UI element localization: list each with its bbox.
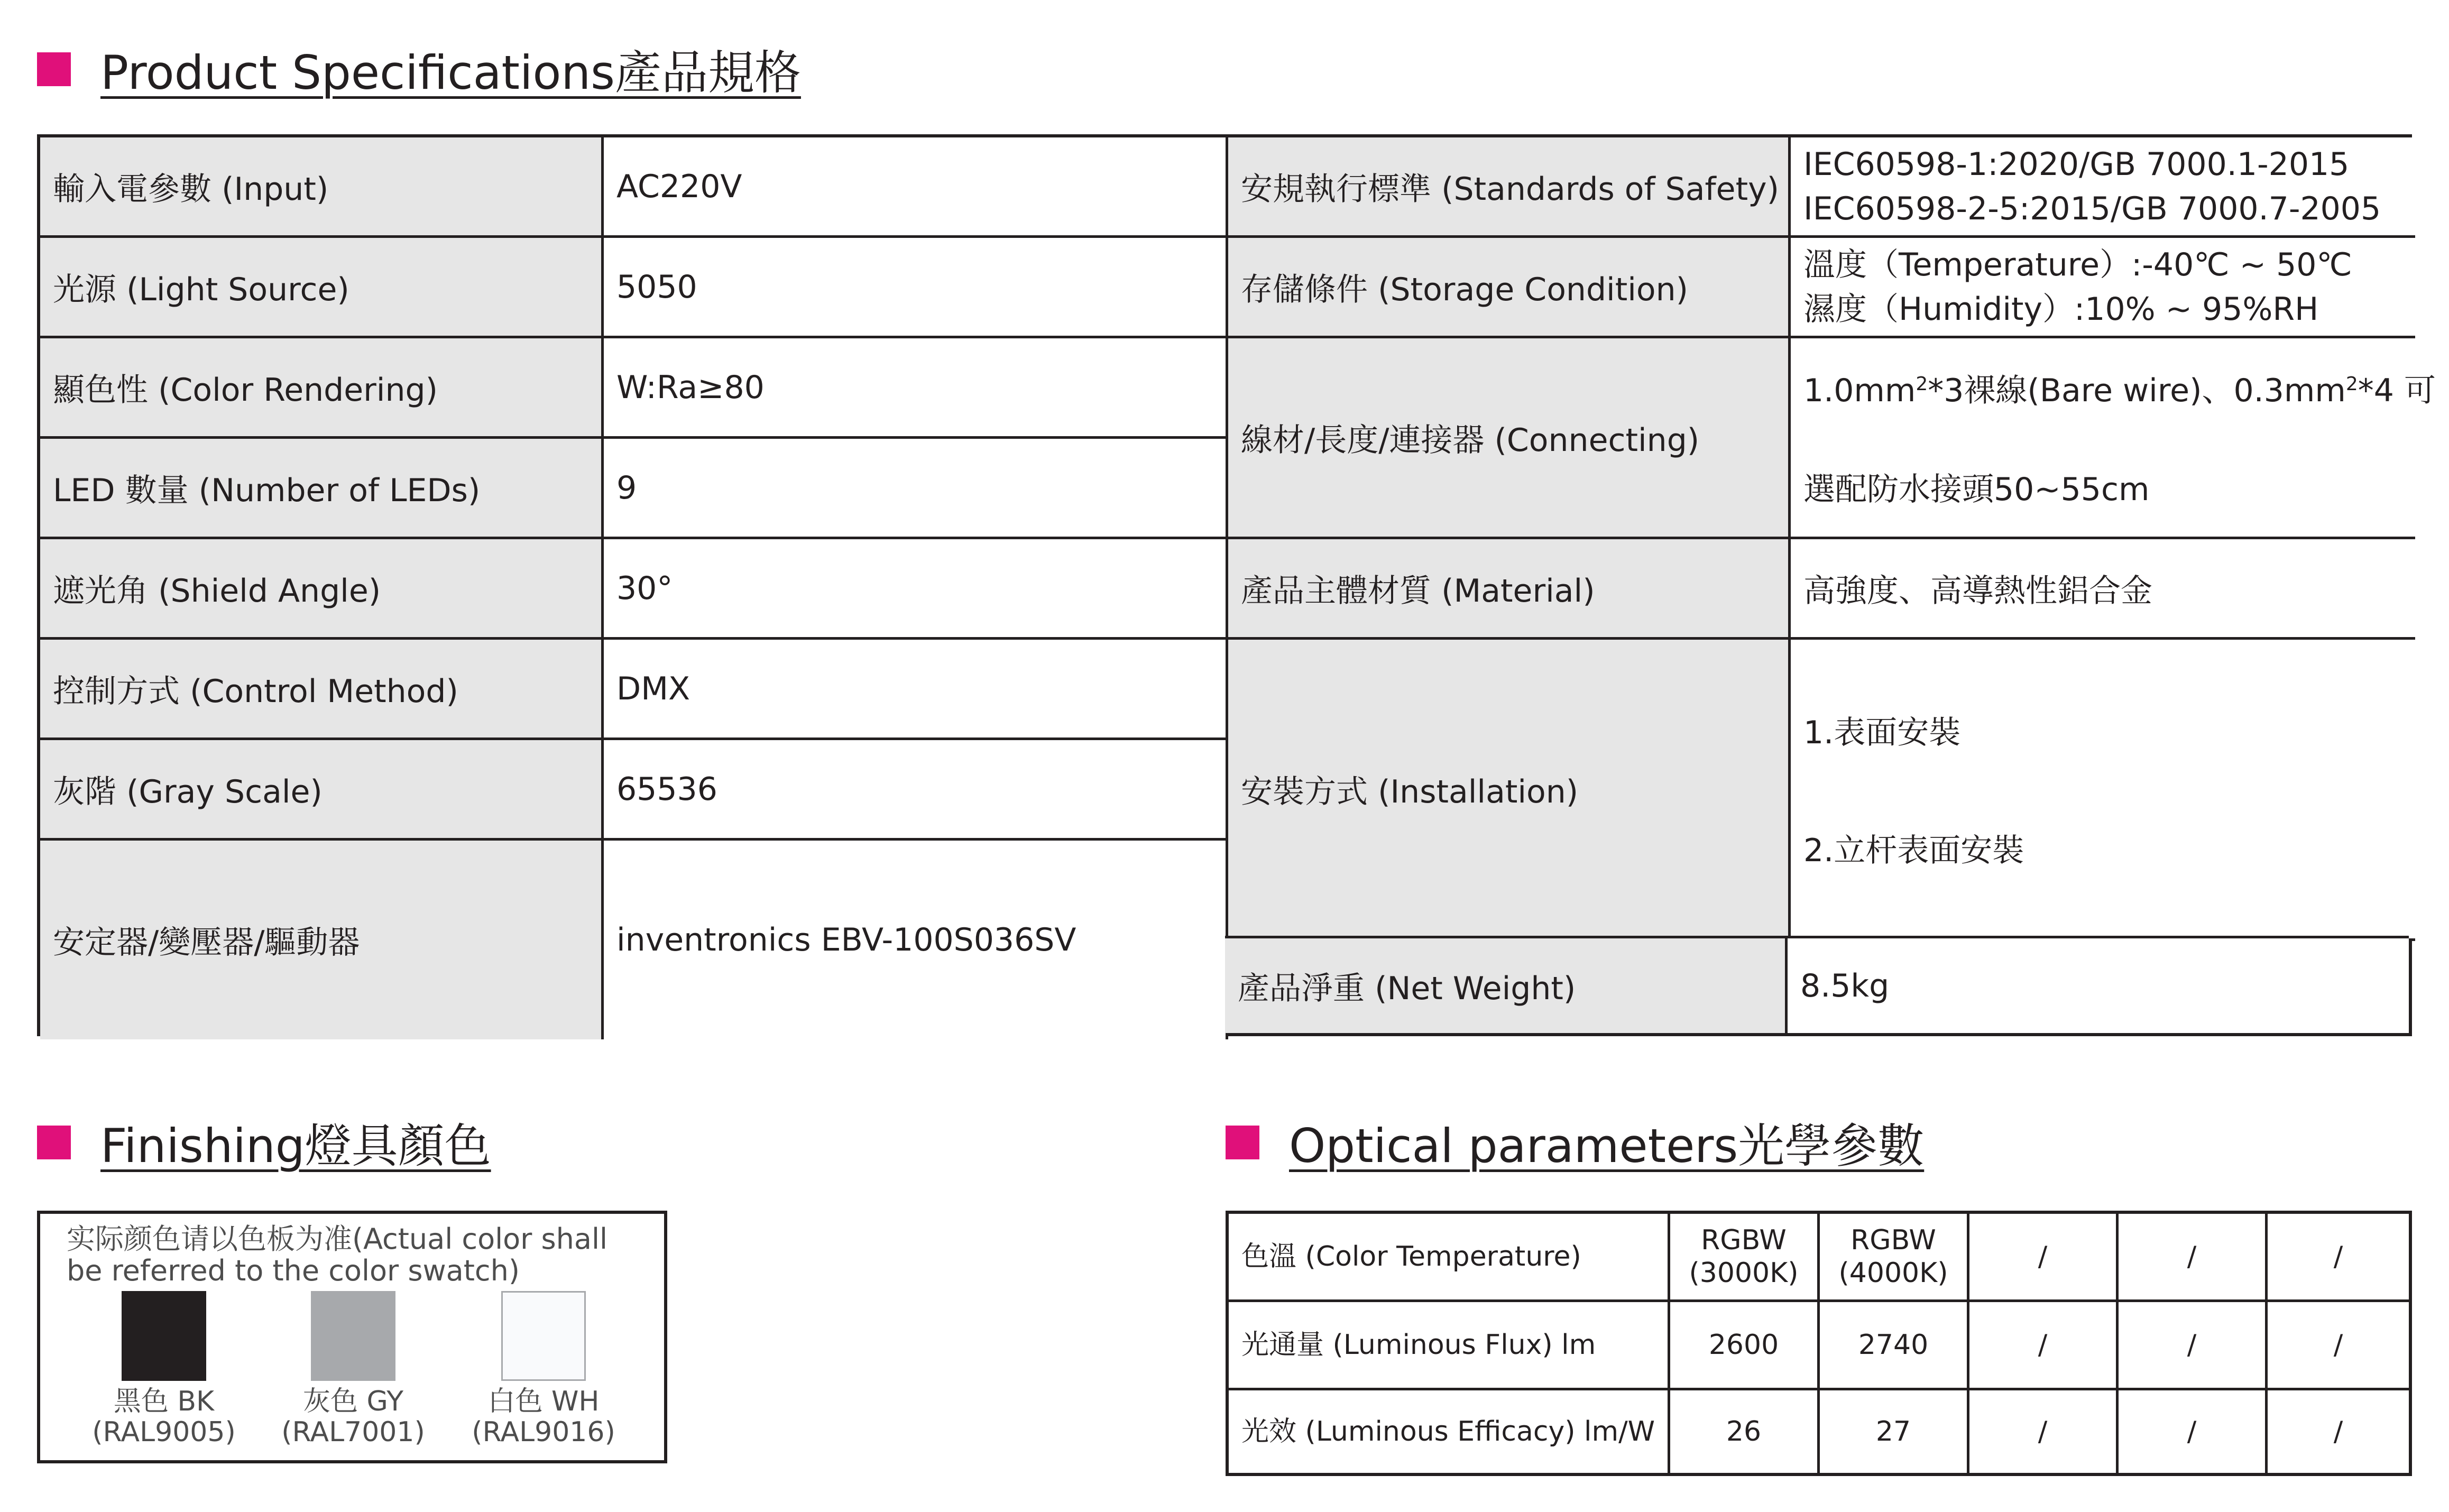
specs-section-header [37, 36, 801, 103]
col-header-4: / [2119, 1214, 2268, 1302]
gray-scale-label: 灰階 (Gray Scale) [40, 740, 604, 841]
finishing-title: Finishing燈具顏色 [100, 1119, 491, 1173]
efficacy-cell: / [2119, 1390, 2268, 1473]
swatch-white-label: 白色 WH (RAL9016) [472, 1386, 615, 1448]
optical-section-header [1226, 1109, 1924, 1176]
installation-option-1: 1.表面安裝 [1803, 714, 1961, 752]
flux-cell: / [2268, 1302, 2409, 1390]
net-weight-label: 產品淨重 (Net Weight) [1225, 938, 1788, 1033]
installation-label: 安裝方式 (Installation) [1228, 640, 1791, 941]
section-marker-icon [37, 52, 71, 86]
material-value: 高強度、高導熱性鋁合金 [1791, 539, 2415, 640]
optical-table [1226, 1211, 2412, 1476]
input-label: 輸入電參數 (Input) [40, 137, 604, 238]
flux-cell: / [1969, 1302, 2119, 1390]
specs-title: Product Specifications產品規格 [100, 45, 801, 100]
swatch-black [122, 1291, 206, 1381]
input-value: AC220V [604, 137, 1228, 238]
color-rendering-value: W:Ra≥80 [604, 338, 1228, 439]
gray-scale-value: 65536 [604, 740, 1228, 841]
flux-cell: 2600 [1670, 1302, 1820, 1390]
connecting-value-line-2: 選配防水接頭50~55cm [1803, 471, 2150, 509]
swatch-gray-label: 灰色 GY (RAL7001) [281, 1386, 425, 1448]
safety-value-line-1: IEC60598-1:2020/GB 7000.1-2015 [1803, 145, 2350, 183]
swatch-black-label: 黑色 BK (RAL9005) [92, 1386, 236, 1448]
led-count-label: LED 數量 (Number of LEDs) [40, 439, 604, 539]
col-header-2: RGBW (4000K) [1820, 1214, 1969, 1302]
connecting-value-line-1: $1.0mm^2*3$裸線(Bare wire)、$0.3mm^2*4$ 可 [1803, 372, 2436, 409]
section-marker-icon [37, 1126, 71, 1159]
led-count-value: 9 [604, 439, 1228, 539]
safety-value [1791, 137, 2415, 238]
light-source-value: 5050 [604, 238, 1228, 338]
control-value: DMX [604, 640, 1228, 740]
color-temperature-label: 色溫 (Color Temperature) [1229, 1214, 1670, 1302]
luminous-flux-label: 光通量 (Luminous Flux) lm [1229, 1302, 1670, 1390]
luminous-efficacy-label: 光效 (Luminous Efficacy) lm/W [1229, 1390, 1670, 1473]
flux-cell: / [2119, 1302, 2268, 1390]
col-header-1: RGBW (3000K) [1670, 1214, 1820, 1302]
color-rendering-label: 顯色性 (Color Rendering) [40, 338, 604, 439]
installation-option-2: 2.立杆表面安裝 [1803, 832, 2024, 869]
swatch-gray [311, 1291, 395, 1381]
col-header-5: / [2268, 1214, 2409, 1302]
connecting-value [1791, 338, 2436, 539]
net-weight-value: 8.5kg [1788, 938, 2409, 1033]
shield-angle-value: 30° [604, 539, 1228, 640]
efficacy-cell: 26 [1670, 1390, 1820, 1473]
safety-value-line-2: IEC60598-2-5:2015/GB 7000.7-2005 [1803, 190, 2381, 227]
efficacy-cell: / [1969, 1390, 2119, 1473]
efficacy-cell: / [2333, 1416, 2343, 1448]
finishing-section-header [37, 1109, 491, 1176]
shield-angle-label: 遮光角 (Shield Angle) [40, 539, 604, 640]
material-label: 產品主體材質 (Material) [1228, 539, 1791, 640]
finishing-box [37, 1211, 667, 1463]
connecting-label: 線材/長度/連接器 (Connecting) [1228, 338, 1791, 539]
color-swatch-note: 实际颜色请以色板为准(Actual color shall be referred to the color swatch) [67, 1222, 607, 1287]
specs-table [37, 134, 2436, 1036]
safety-label: 安規執行標準 (Standards of Safety) [1228, 137, 1791, 238]
flux-cell: 2740 [1820, 1302, 1969, 1390]
installation-value [1791, 640, 2415, 941]
storage-temperature: 溫度（Temperature）:-40℃ ~ 50℃ [1803, 246, 2352, 283]
net-weight-row [1225, 936, 2409, 1033]
storage-value [1791, 238, 2415, 338]
optical-title: Optical parameters光學參數 [1289, 1119, 1925, 1173]
storage-humidity: 濕度（Humidity）:10% ~ 95%RH [1803, 290, 2319, 328]
col-header-3: / [1969, 1214, 2119, 1302]
light-source-label: 光源 (Light Source) [40, 238, 604, 338]
swatch-white [501, 1291, 586, 1381]
section-marker-icon [1226, 1126, 1259, 1159]
efficacy-cell: 27 [1820, 1390, 1969, 1473]
driver-value: inventronics EBV-100S036SV [604, 841, 1228, 1039]
driver-label: 安定器/變壓器/驅動器 [40, 841, 604, 1039]
control-label: 控制方式 (Control Method) [40, 640, 604, 740]
storage-label: 存儲條件 (Storage Condition) [1228, 238, 1791, 338]
